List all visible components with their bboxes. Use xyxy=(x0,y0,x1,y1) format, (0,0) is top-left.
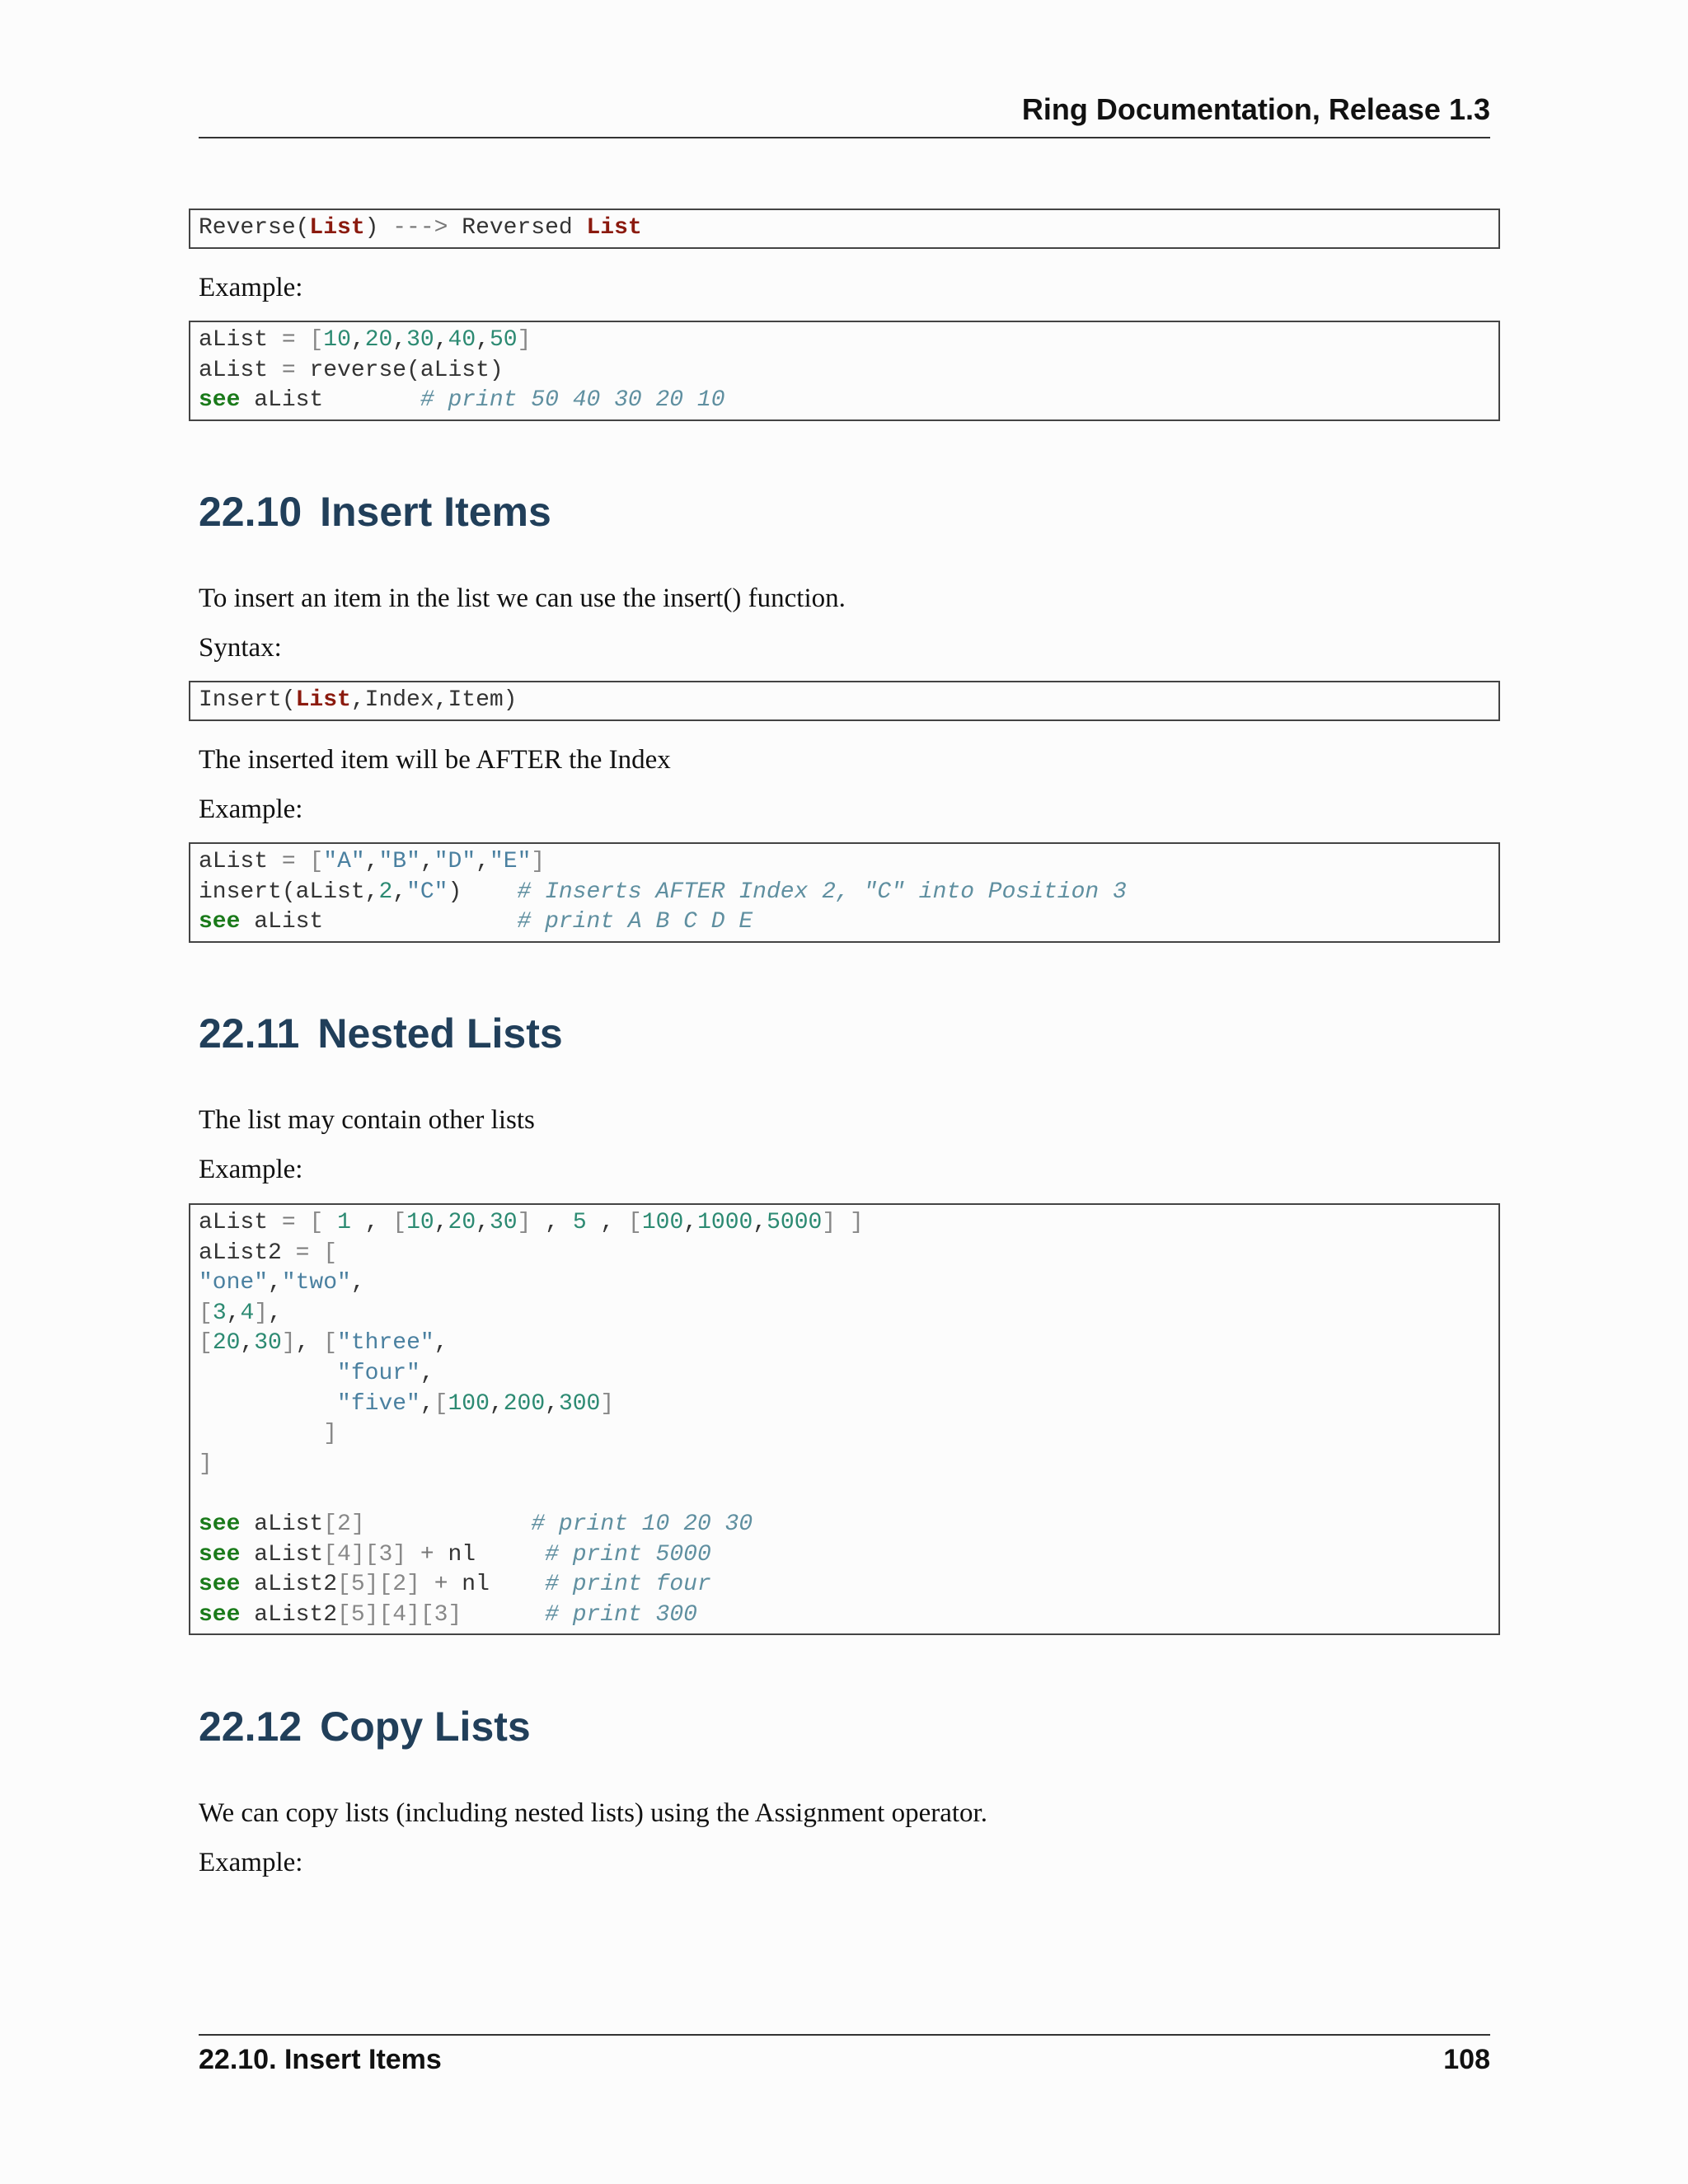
code-line: see aList2[5][4][3] # print 300 xyxy=(199,1601,697,1628)
document-page xyxy=(199,0,1490,2184)
section-title: Nested Lists xyxy=(317,1010,563,1057)
section-heading-insert-items xyxy=(199,488,1490,536)
code-line: insert(aList,2,"C") # Inserts AFTER Index 2, "C" into Position 3 xyxy=(199,879,1127,905)
code-line: see aList # print A B C D E xyxy=(199,909,753,935)
header-title: Ring Documentation, Release 1.3 xyxy=(1021,92,1490,126)
section-number: 22.10 xyxy=(199,489,302,535)
code-line: aList = [10,20,30,40,50] xyxy=(199,327,532,353)
example-label: Example: xyxy=(199,794,303,824)
code-line: see aList # print 50 40 30 20 10 xyxy=(199,387,725,414)
page-header xyxy=(199,92,1490,138)
code-line: ] xyxy=(199,1451,213,1477)
code-line: see aList2[5][2] + nl # print four xyxy=(199,1572,711,1598)
code-block xyxy=(189,842,1500,943)
page-footer xyxy=(199,2034,1490,2076)
code-line: "four", xyxy=(337,1360,434,1386)
code-line: "one","two", xyxy=(199,1270,365,1296)
code-line: [20,30], ["three", xyxy=(199,1330,448,1357)
section-heading-copy-lists xyxy=(199,1703,1490,1750)
section-number: 22.12 xyxy=(199,1704,302,1750)
code-line: see aList[2] # print 10 20 30 xyxy=(199,1511,753,1537)
paragraph: The inserted item will be AFTER the Index xyxy=(199,745,671,775)
code-block xyxy=(189,681,1500,721)
section-title: Copy Lists xyxy=(320,1704,531,1750)
section-title: Insert Items xyxy=(320,489,551,535)
section-number: 22.11 xyxy=(199,1010,300,1057)
code-line: aList = reverse(aList) xyxy=(199,357,504,383)
code-line xyxy=(199,1479,1490,1510)
code-line: "five",[100,200,300] xyxy=(337,1390,615,1417)
code-block xyxy=(189,1203,1500,1635)
section-heading-nested-lists xyxy=(199,1010,1490,1057)
code-line: ] xyxy=(323,1421,338,1447)
paragraph: The list may contain other lists xyxy=(199,1105,535,1135)
paragraph: We can copy lists (including nested lists) using the Assignment operator. xyxy=(199,1798,987,1828)
code-block xyxy=(189,209,1500,249)
code-line: [3,4], xyxy=(199,1300,282,1326)
code-line: aList = ["A","B","D","E"] xyxy=(199,849,546,874)
code-line: aList = [ 1 , [10,20,30] , 5 , [100,1000,5000] ] xyxy=(199,1210,864,1235)
paragraph: To insert an item in the list we can use the insert() function. xyxy=(199,583,846,613)
code-line: Reverse(List) ---> Reversed List xyxy=(199,215,642,241)
footer-section: 22.10. Insert Items xyxy=(199,2044,442,2075)
example-label: Example: xyxy=(199,1848,303,1877)
example-label: Example: xyxy=(199,1155,303,1184)
page-number: 108 xyxy=(1443,2044,1490,2075)
code-line: see aList[4][3] + nl # print 5000 xyxy=(199,1541,711,1568)
code-block xyxy=(189,321,1500,421)
syntax-label: Syntax: xyxy=(199,633,282,663)
code-line: Insert(List,Index,Item) xyxy=(199,687,518,713)
code-line: aList2 = [ xyxy=(199,1240,338,1266)
example-label: Example: xyxy=(199,273,303,302)
